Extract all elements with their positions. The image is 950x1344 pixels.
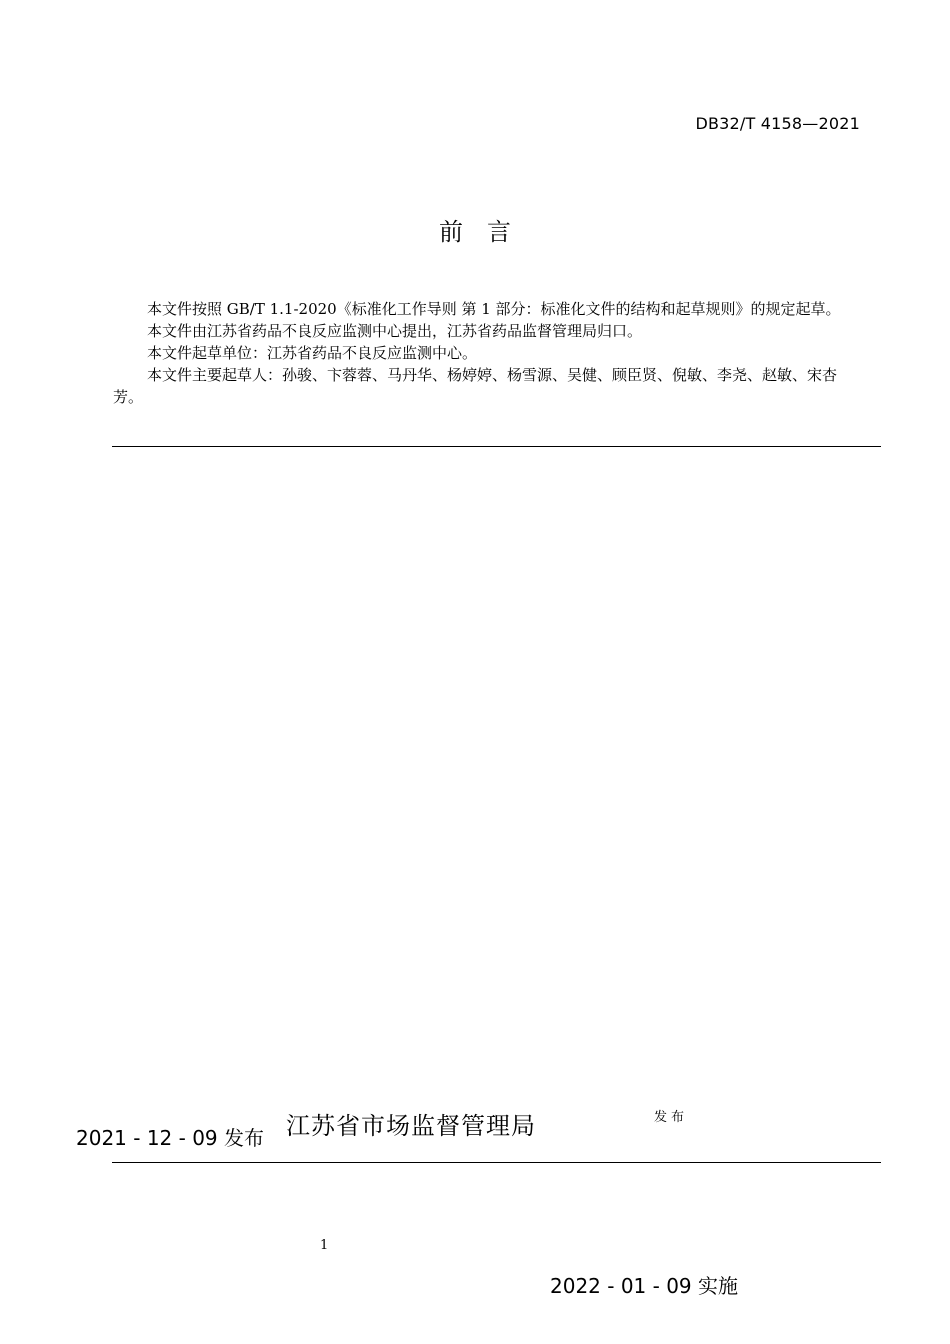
page-title: 前 言 xyxy=(439,218,511,246)
paragraph-drafters: 本文件主要起草人：孙骏、卞蓉蓉、马丹华、杨婷婷、杨雪源、吴健、顾臣贤、倪敏、李尧、赵敏、宋杏芳。 xyxy=(113,366,838,406)
divider-bottom xyxy=(112,1162,881,1163)
paragraph-drafting-rules: 本文件按照 GB/T 1.1-2020《标准化工作导则 第 1 部分：标准化文件的结构和起草规则》的规定起草。 xyxy=(147,300,841,318)
page-number: 1 xyxy=(320,1238,329,1253)
publish-label: 发布 xyxy=(654,1110,689,1125)
paragraph-proposer: 本文件由江苏省药品不良反应监测中心提出，江苏省药品监督管理局归口。 xyxy=(147,322,643,340)
effective-date: 2022 - 01 - 09 实施 xyxy=(550,1274,739,1298)
publish-date: 2021 - 12 - 09 发布 xyxy=(76,1126,265,1150)
issuing-authority: 江苏省市场监督管理局 xyxy=(286,1112,536,1140)
paragraph-drafting-unit: 本文件起草单位：江苏省药品不良反应监测中心。 xyxy=(147,344,478,362)
divider-top xyxy=(112,446,881,447)
document-code: DB32/T 4158—2021 xyxy=(695,114,860,133)
foreword-body xyxy=(113,298,863,408)
